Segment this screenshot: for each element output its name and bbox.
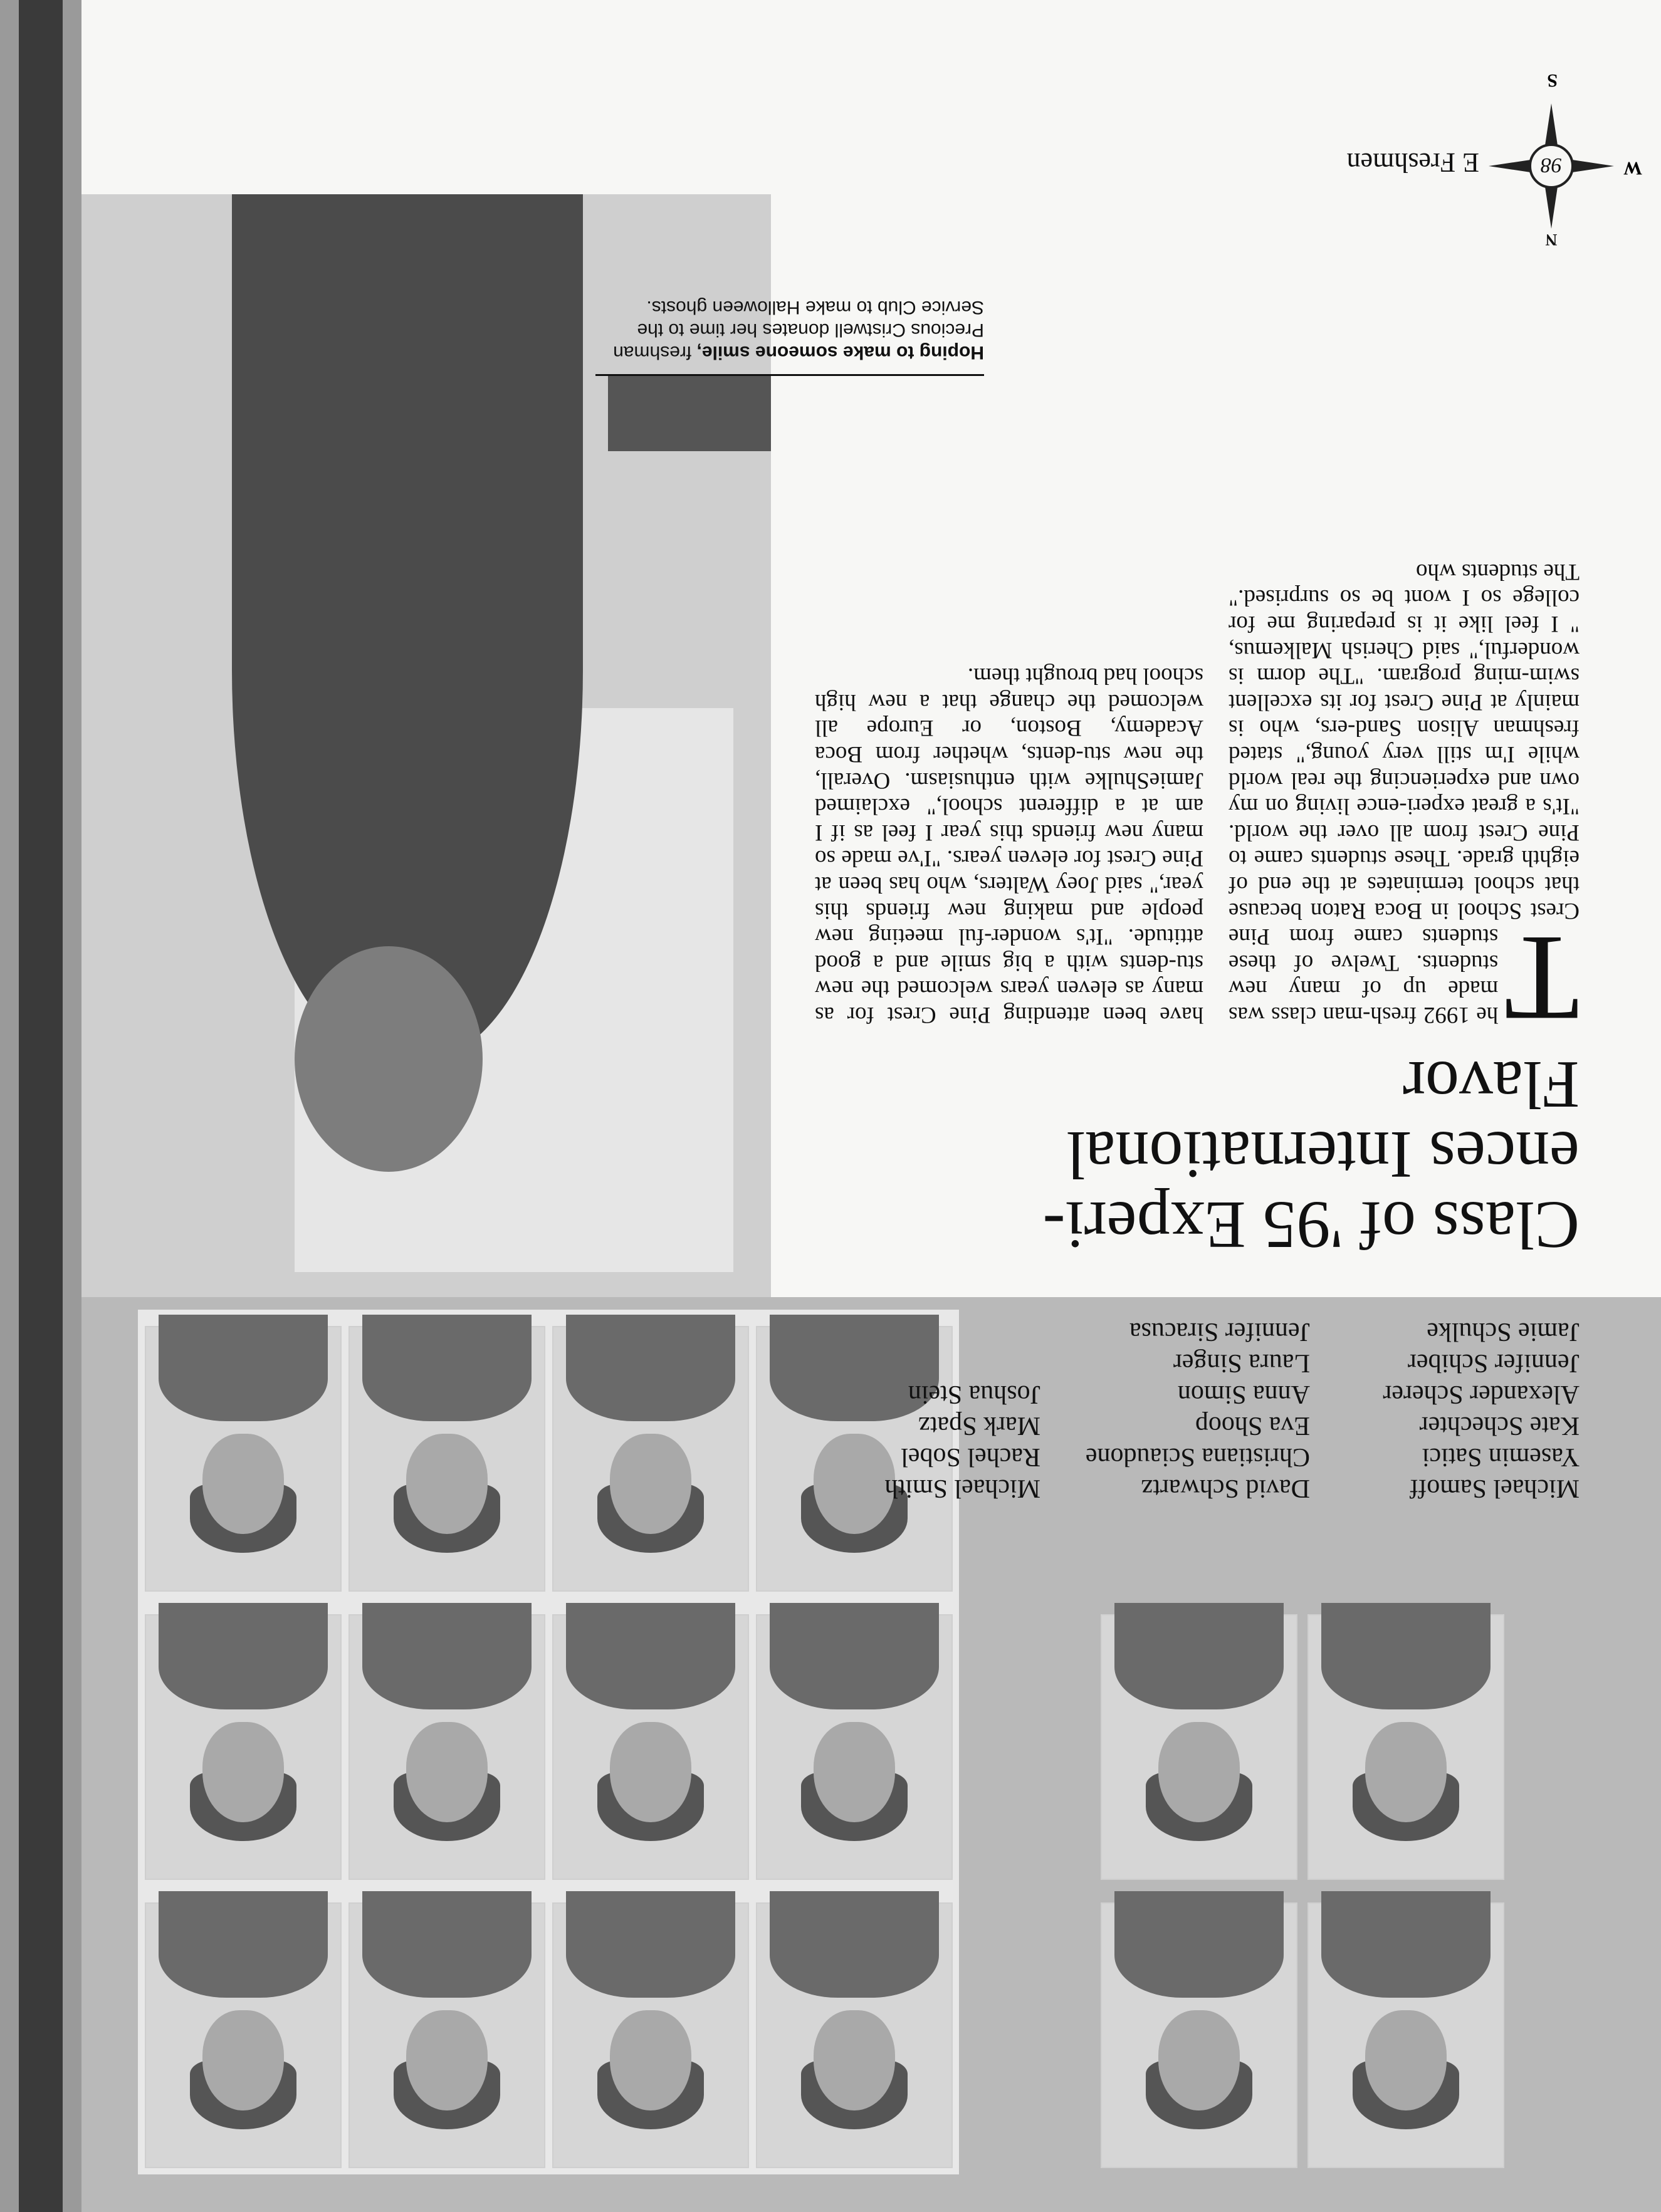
student-name: Mark Spatz xyxy=(918,1411,1040,1440)
compass-rose-icon xyxy=(1485,100,1617,249)
student-portrait xyxy=(756,1902,953,2168)
student-name: Jamie Schulke xyxy=(1427,1317,1580,1346)
student-portrait xyxy=(145,1902,342,2168)
student-portrait xyxy=(1101,1902,1297,2168)
article-column-1 xyxy=(1229,558,1580,1046)
student-portrait xyxy=(348,1614,545,1880)
student-portrait xyxy=(145,1614,342,1880)
article-column-2 xyxy=(815,663,1203,1028)
student-portrait xyxy=(552,1902,749,2168)
headline-line: Flavor xyxy=(1403,1047,1580,1122)
compass-n: N xyxy=(1545,231,1558,249)
student-portrait xyxy=(145,1326,342,1592)
student-name: Jennifer Siracusa xyxy=(1129,1317,1310,1346)
student-portrait xyxy=(1307,1902,1504,2168)
photo-caption xyxy=(595,296,984,363)
compass-e: E xyxy=(1462,147,1479,178)
compass-w: W xyxy=(1623,158,1642,179)
student-portrait xyxy=(348,1902,545,2168)
names-column-3 xyxy=(885,1379,1040,1504)
student-name: Alexander Scherer xyxy=(1383,1380,1580,1409)
student-name: Laura Singer xyxy=(1173,1349,1310,1377)
student-name: Michael Smith xyxy=(884,1474,1040,1503)
student-name: Joshua Stein xyxy=(908,1380,1040,1409)
headline-line: ences International xyxy=(1066,1117,1580,1192)
student-name: Jennifer Schiber xyxy=(1407,1349,1580,1377)
student-name: Michael Samoff xyxy=(1410,1474,1580,1503)
article-text: he 1992 fresh-man class was made up of many new students. Twelve of these students came from Pine Crest School in Boca Raton because that school terminates at the end of eighth grade. These students came to Pine Crest from all over the world. "It's a great experi-ence living on my own and experiencing the real world while I'm still very young," stated freshman Alison Sand-ers, who is mainly at Pine Crest for its excellent swim-ming program. "The dorm is wonderful," said Cherish Malkemus, " I feel like it is preparing me for college so I wont be so surprised." The students who xyxy=(1229,558,1580,1028)
caption-text: freshman Precious Cristwell donates her time to the Service Club to make Halloween ghosts. xyxy=(613,297,984,363)
compass-s: S xyxy=(1547,70,1558,91)
student-name: Eva Shoop xyxy=(1195,1411,1310,1440)
section-name: Freshmen xyxy=(1346,147,1456,178)
student-name: David Schwartz xyxy=(1141,1474,1310,1503)
caption-lead: Hoping to make someone smile, xyxy=(696,342,984,363)
student-portrait xyxy=(1307,1614,1504,1880)
headline-line: Class of '95 Experi- xyxy=(1042,1187,1580,1262)
article-text: have been attending Pine Crest for as many as eleven years welcomed the new stu-dents with a big smile and a good attitude. "It's wonder-ful meeting new people and making new friends this year," said Joey Walters, who has been at Pine Crest for eleven years. "I've made so many new friends this year I feel as if I am at a different school," exclaimed JamieShulke with enthusiasm. Overall, the new stu-dents, whether from Boca Academy, Boston, or Europe all welcomed the change that a new high school had brought them. xyxy=(815,663,1203,1028)
drop-cap: T xyxy=(1504,910,1580,1046)
names-column-1 xyxy=(1383,1316,1580,1504)
article-headline xyxy=(765,1049,1580,1260)
section-label xyxy=(1347,147,1479,179)
student-portrait xyxy=(1101,1614,1297,1880)
student-portrait xyxy=(348,1326,545,1592)
caption-rule xyxy=(595,374,984,376)
compass-badge: 98 xyxy=(1541,154,1562,177)
names-column-2 xyxy=(1086,1316,1310,1504)
portrait-panel xyxy=(81,1297,1661,2212)
student-name: Kate Schechter xyxy=(1419,1411,1580,1440)
student-portrait xyxy=(756,1614,953,1880)
student-name: Yasemin Satici xyxy=(1422,1442,1580,1471)
student-portrait xyxy=(552,1614,749,1880)
student-name: Christiana Sciaudone xyxy=(1085,1442,1310,1471)
page-binding-shadow xyxy=(19,0,63,2212)
student-name: Anna Simon xyxy=(1177,1380,1310,1409)
student-name: Rachel Sobel xyxy=(901,1442,1040,1471)
article-section xyxy=(81,0,1661,1297)
student-portrait xyxy=(552,1326,749,1592)
portrait-grid xyxy=(138,1310,959,2174)
